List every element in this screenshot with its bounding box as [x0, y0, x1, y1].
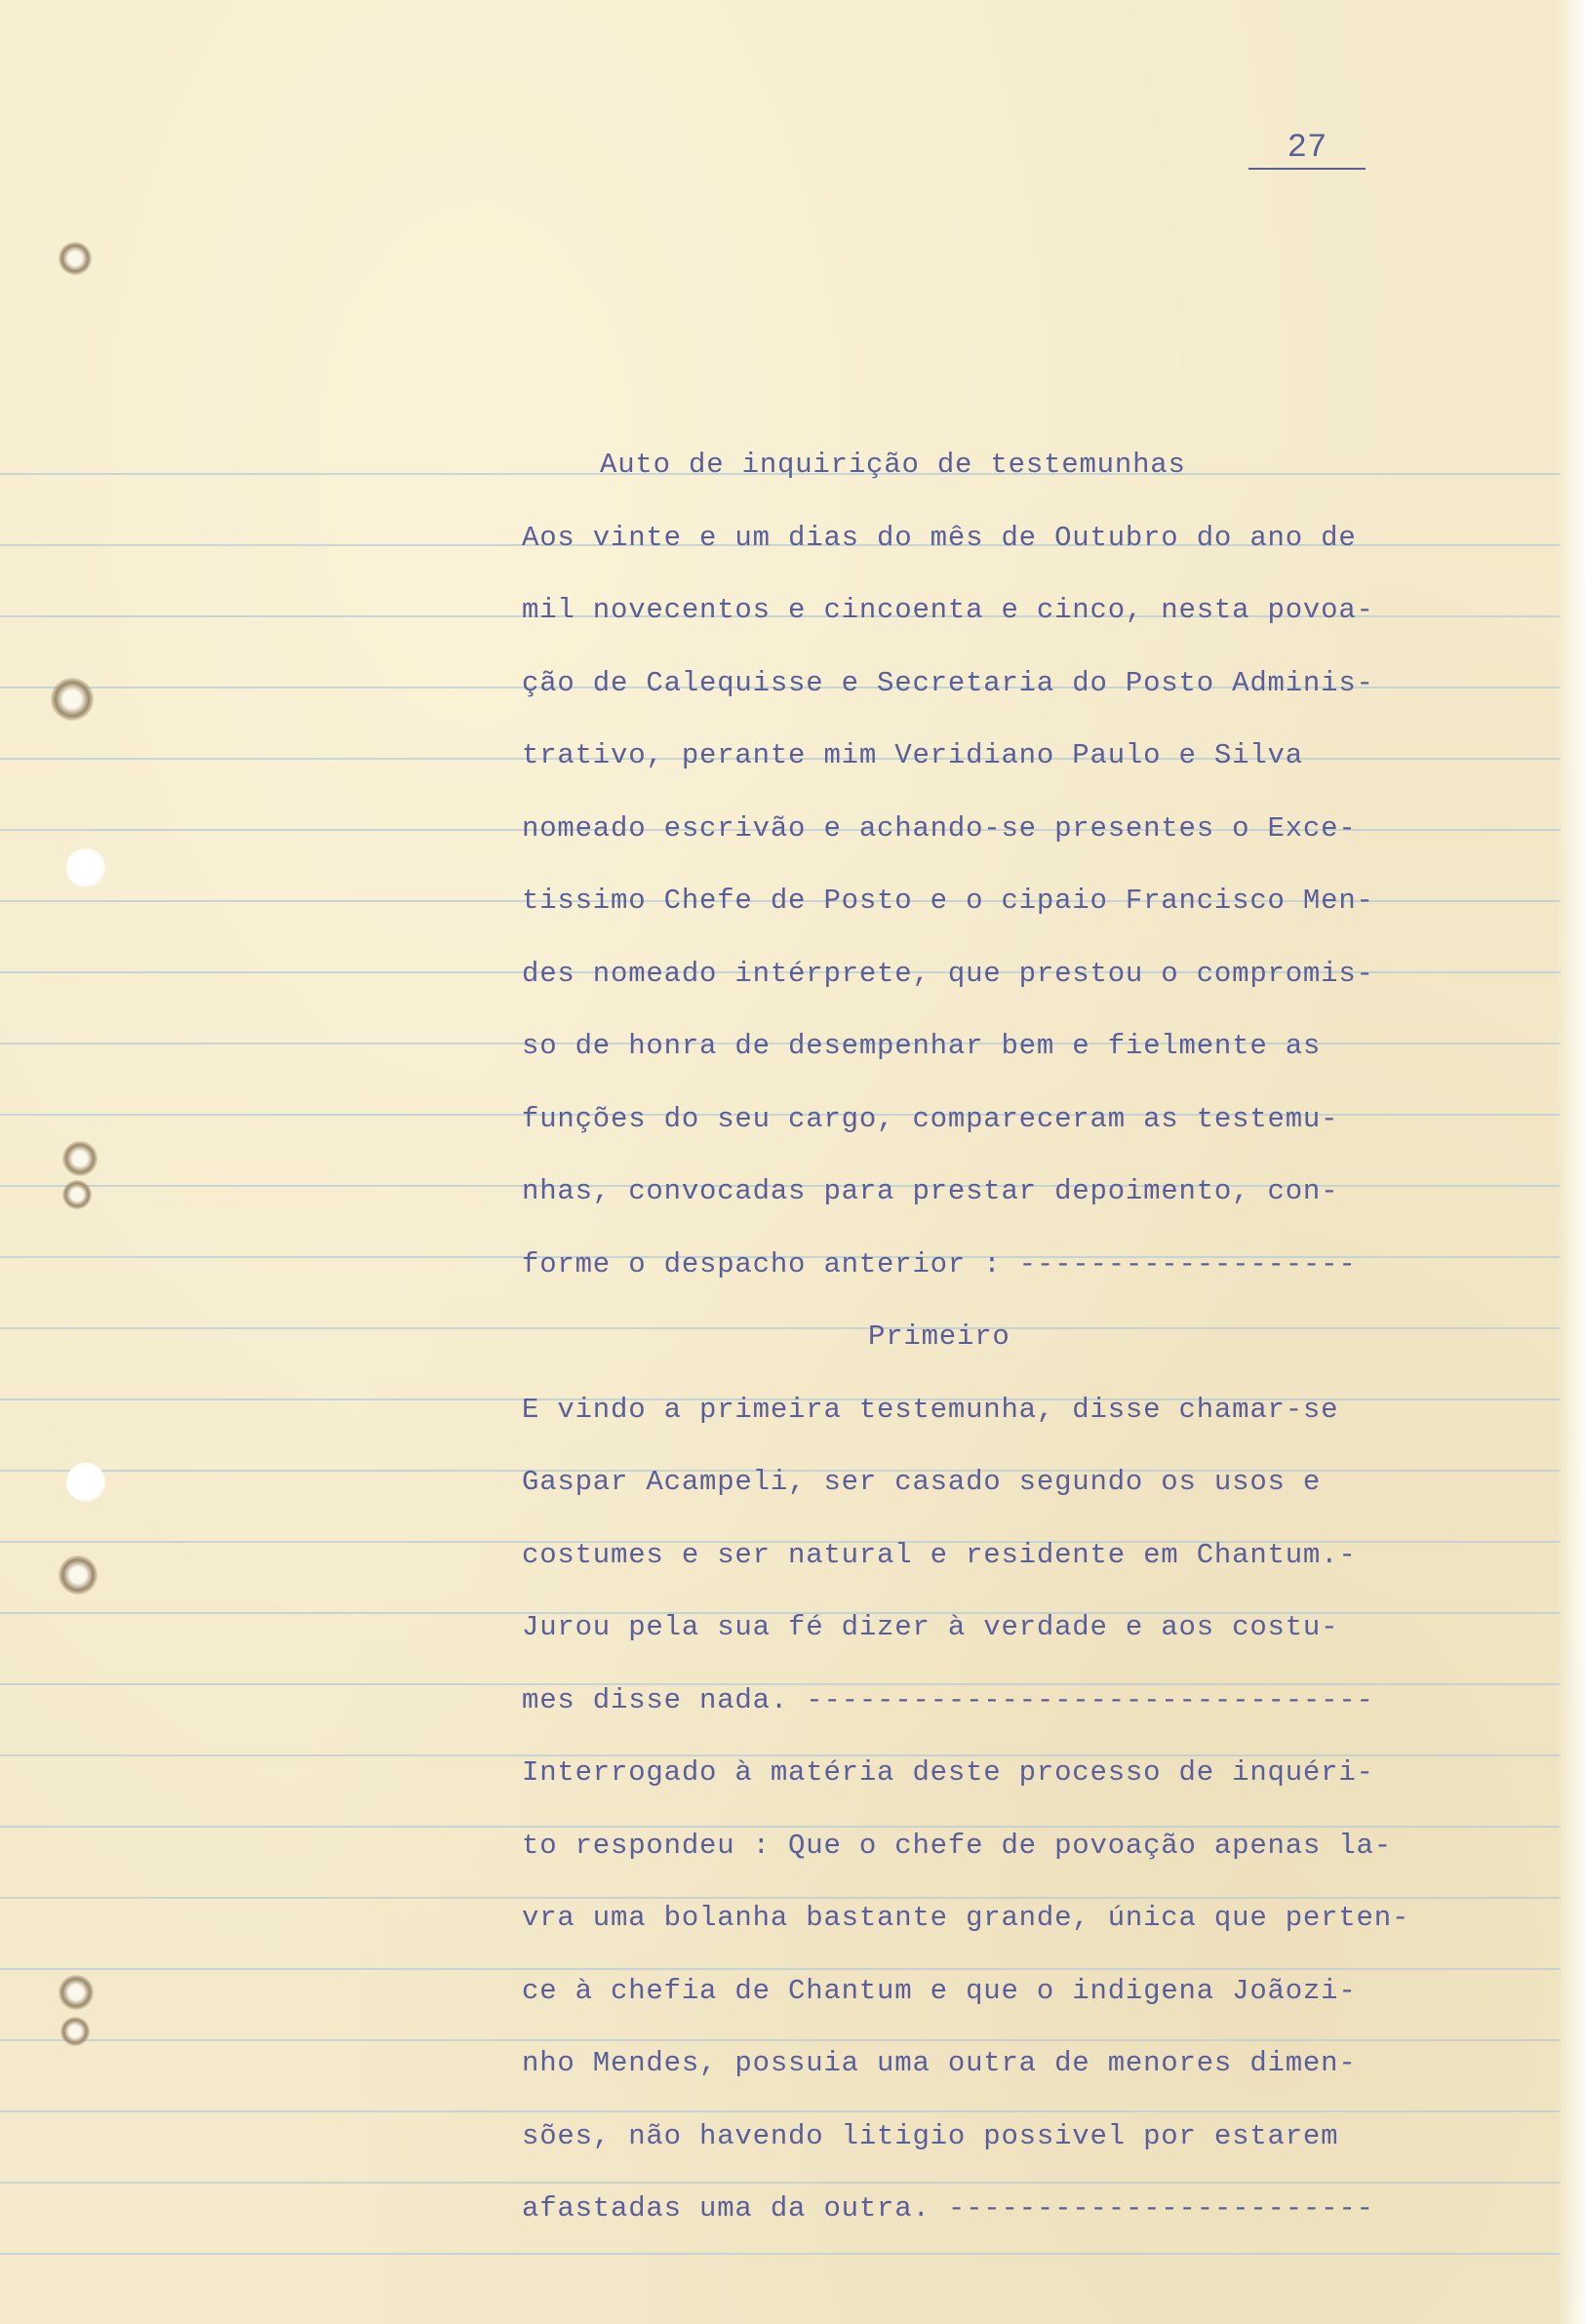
text-line: so de honra de desempenhar bem e fielmente as [522, 1030, 1322, 1062]
punched-hole [60, 2017, 90, 2046]
punched-hole [66, 1463, 105, 1502]
page-number: 27 [1248, 129, 1366, 170]
punched-hole [62, 1180, 92, 1209]
text-line: sões, não havendo litigio possivel por estarem [522, 2119, 1339, 2152]
text-line: Gaspar Acampeli, ser casado segundo os usos e [522, 1466, 1322, 1498]
section-heading: Primeiro [868, 1320, 1010, 1353]
punched-hole [59, 242, 92, 275]
punched-hole [62, 1141, 98, 1176]
text-line: forme o despacho anterior : ------------------- [522, 1247, 1357, 1280]
punched-hole [51, 678, 94, 721]
text-line: E vindo a primeira testemunha, disse chamar-se [522, 1393, 1339, 1426]
text-line: nomeado escrivão e achando-se presentes o Exce- [522, 811, 1357, 845]
text-line: costumes e ser natural e residente em Chantum.- [522, 1538, 1357, 1571]
text-line: trativo, perante mim Veridiano Paulo e Silva [522, 739, 1303, 771]
text-line: des nomeado intérprete, que prestou o compromis- [522, 957, 1374, 990]
text-line: ção de Calequisse e Secretaria do Posto Adminis- [522, 666, 1374, 699]
text-line: to respondeu : Que o chefe de povoação apenas la- [522, 1829, 1392, 1862]
text-line: vra uma bolanha bastante grande, única que perten- [522, 1902, 1410, 1934]
text-line: mil novecentos e cincoenta e cinco, nesta povoa- [522, 594, 1374, 626]
text-line: Interrogado à matéria deste processo de inquéri- [522, 1756, 1374, 1789]
text-line: afastadas uma da outra. ------------------------ [522, 2192, 1374, 2225]
punched-hole [59, 1556, 98, 1595]
text-line: mes disse nada. -------------------------------- [522, 1683, 1374, 1716]
text-line: Jurou pela sua fé dizer à verdade e aos costu- [522, 1611, 1339, 1643]
document-heading: Auto de inquirição de testemunhas [600, 449, 1186, 481]
text-line: nhas, convocadas para prestar depoimento, con- [522, 1175, 1339, 1207]
punched-hole [59, 1975, 94, 2010]
typed-text-body [522, 429, 1497, 2246]
punched-hole [66, 848, 105, 887]
text-line: tissimo Chefe de Posto e o cipaio Francisco Men- [522, 885, 1374, 917]
text-line: Aos vinte e um dias do mês de Outubro do ano de [522, 521, 1357, 554]
text-line: nho Mendes, possuia uma outra de menores dimen- [522, 2047, 1357, 2079]
text-line: ce à chefia de Chantum e que o indigena Joãozi- [522, 1974, 1357, 2007]
text-line: funções do seu cargo, compareceram as testemu- [522, 1102, 1339, 1135]
ruled-line [0, 2253, 1561, 2255]
